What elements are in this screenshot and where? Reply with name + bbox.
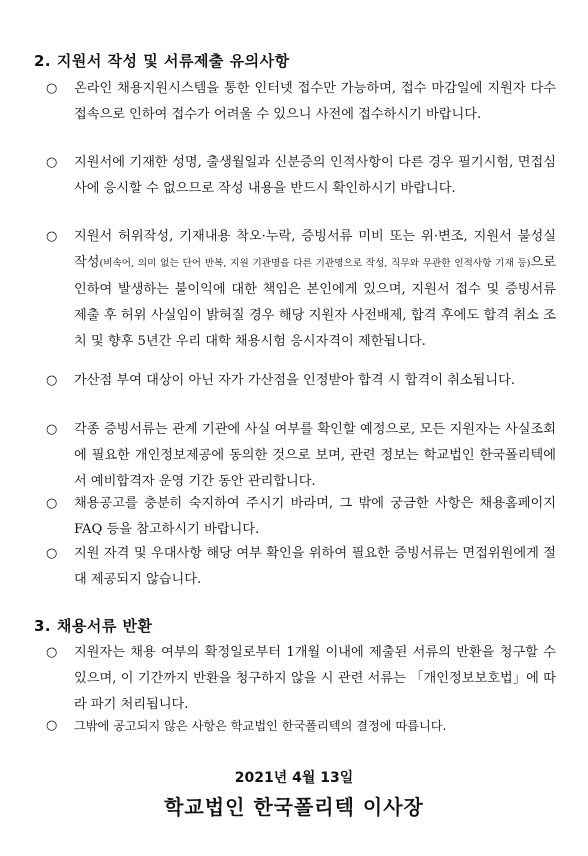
list-item xyxy=(46,76,556,128)
notice-date: 2021년 4월 13일 xyxy=(234,770,354,786)
list-item-text: 지원자는 채용 여부의 확정일로부터 1개월 이내에 제출된 서류의 반환을 청구할 수 있으며, 이 기간까지 반환을 청구하지 않을 시 관련 서류는 「개인정보보호법」에 따라 파기 처리됩니다. xyxy=(74,645,556,712)
circle-bullet-icon: ○ xyxy=(46,81,58,96)
list-item-text: 지원 자격 및 우대사항 해당 여부 확인을 위하여 필요한 증빙서류는 면접위원에게 절대 제공되지 않습니다. xyxy=(74,546,556,587)
list-item-text-part: 으로 인하여 발생하는 불이익에 대한 책임은 본인에게 있으며, 지원서 접수 및 증빙서류 제출 후 허위 사실임이 밝혀질 경우 해당 지원자 사전배제, 합격 후에도 합격 취소 조치 및 향후 5년간 우리 대학 채용시험 응시자격이 제한됩니다. xyxy=(74,255,556,349)
list-item-text: 채용공고를 충분히 숙지하여 주시기 바라며, 그 밖에 궁금한 사항은 채용홈페이지 FAQ 등을 참고하시기 바랍니다. xyxy=(74,496,556,537)
circle-bullet-icon: ○ xyxy=(46,229,58,244)
list-item-text xyxy=(74,224,556,355)
circle-bullet-icon: ○ xyxy=(46,718,58,733)
list-item xyxy=(46,150,556,202)
list-item-note: (비속어, 의미 없는 단어 반복, 지원 기관명을 다른 기관명으로 작성, 직무와 무관한 인적사항 기재 등) xyxy=(99,258,531,269)
list-item xyxy=(46,713,556,739)
list-item xyxy=(46,224,556,355)
circle-bullet-icon: ○ xyxy=(46,496,58,511)
list-item xyxy=(46,640,556,718)
circle-bullet-icon: ○ xyxy=(46,546,58,561)
list-item-text: 그밖에 공고되지 않은 사항은 학교법인 한국폴리텍의 결정에 따릅니다. xyxy=(74,719,447,733)
issuer-signature: 학교법인 한국폴리텍 이사장 xyxy=(164,795,424,819)
list-item-text: 지원서에 기재한 성명, 출생월일과 신분증의 인적사항이 다른 경우 필기시험, 면접심사에 응시할 수 없으므로 작성 내용을 반드시 확인하시기 바랍니다. xyxy=(74,155,556,196)
circle-bullet-icon: ○ xyxy=(46,645,58,660)
list-item-text: 각종 증빙서류는 관계 기관에 사실 여부를 확인할 예정으로, 모든 지원자는 사실조회에 필요한 개인정보제공에 동의한 것으로 보며, 관련 정보는 학교법인 한국폴리텍에서 예비합격자 운영 기간 동안 관리합니다. xyxy=(74,422,556,489)
list-item-text-part: 지원서 허위작성, 기재내용 착오·누락, 증빙서류 미비 또는 위·변조, 지원서 불성실 작성 xyxy=(74,229,556,270)
circle-bullet-icon: ○ xyxy=(46,373,58,388)
list-item-text: 가산점 부여 대상이 아닌 자가 가산점을 인정받아 합격 시 합격이 취소됩니다. xyxy=(74,373,516,388)
circle-bullet-icon: ○ xyxy=(46,155,58,170)
list-item-text: 온라인 채용지원시스템을 통한 인터넷 접수만 가능하며, 접수 마감일에 지원자 다수 접속으로 인하여 접수가 어려울 수 있으니 사전에 접수하시기 바랍니다. xyxy=(74,81,556,122)
section-3-title: 3. 채용서류 반환 xyxy=(34,617,153,635)
list-item xyxy=(46,368,556,394)
section-2-title: 2. 지원서 작성 및 서류제출 유의사항 xyxy=(34,52,290,70)
list-item xyxy=(46,541,556,593)
list-item xyxy=(46,417,556,495)
list-item xyxy=(46,491,556,543)
circle-bullet-icon: ○ xyxy=(46,422,58,437)
